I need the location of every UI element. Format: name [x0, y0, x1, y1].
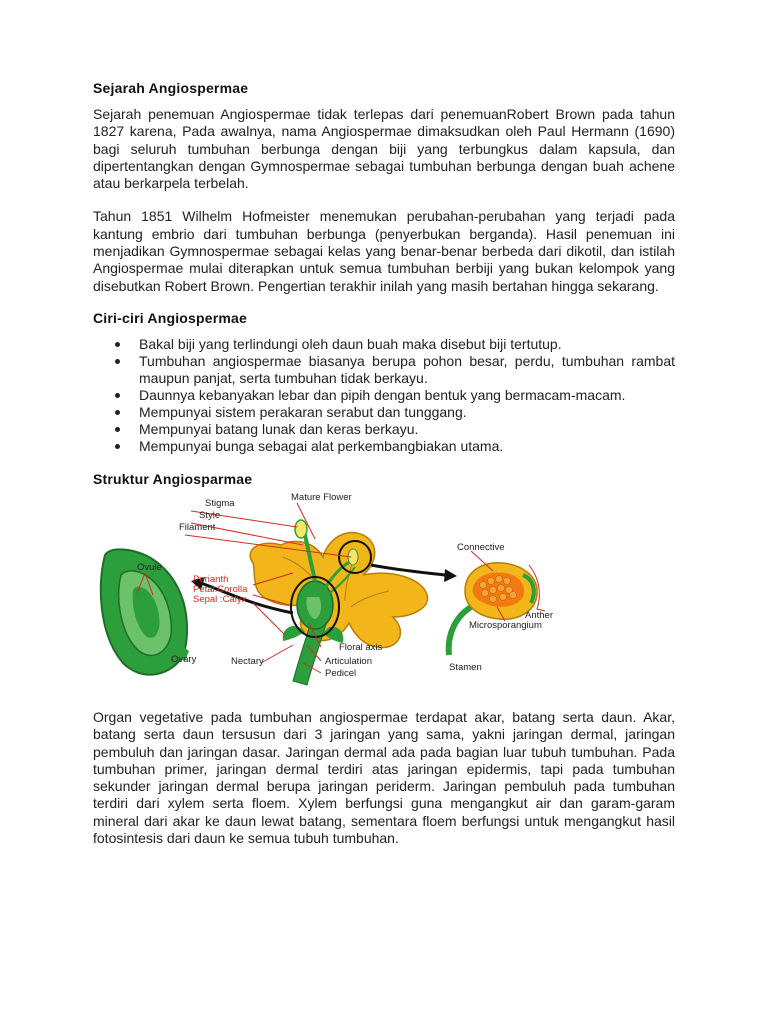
- list-item: Daunnya kebanyakan lebar dan pipih dengan bentuk yang bermacam-macam.: [93, 387, 675, 404]
- flower-structure-figure: [93, 491, 553, 695]
- label-stigma: Stigma: [205, 497, 235, 509]
- label-floral-axis: Floral axis: [339, 641, 383, 653]
- document-content: [93, 80, 675, 847]
- paragraph-sejarah-2: Tahun 1851 Wilhelm Hofmeister menemukan perubahan-perubahan yang terjadi pada kantung embrio dari tumbuhan berbunga (penyerbukan berganda). Hasil penemuan ini menjadikan Gymnospermae sebagai kelas yang benar-benar berbeda dari dikotil, dan istilah Angiospermae mulai diterapkan untuk semua tumbuhan berbiji yang bukan kelompok yang disebutkan Robert Brown. Pengertian terakhir inilah yang masih bertahan hingga sekarang.: [93, 208, 675, 294]
- paragraph-sejarah-1: Sejarah penemuan Angiospermae tidak terlepas dari penemuanRobert Brown pada tahun 1827 karena, Pada awalnya, nama Angiospermae dimaksudkan oleh Paul Hermann (1690) bagi seluruh tumbuhan berbunga dengan biji yang terbungkus dalam kapsula, dan dipertentangkan dengan Gymnospermae sebagai tumbuhan berbunga dengan buah achene atau berkarpela terbelah.: [93, 106, 675, 192]
- label-sepal: Sepal :Calyx: [193, 593, 247, 605]
- heading-ciri: Ciri-ciri Angiospermae: [93, 309, 248, 326]
- label-perianth: Perianth: [193, 573, 229, 585]
- label-connective: Connective: [457, 541, 505, 553]
- label-stamen: Stamen: [449, 661, 482, 673]
- list-item: Tumbuhan angiospermae biasanya berupa pohon besar, perdu, tumbuhan rambat maupun panjat, serta tumbuhan tidak berkayu.: [93, 353, 675, 387]
- bullet-icon: [115, 410, 120, 415]
- bullet-icon: [115, 342, 120, 347]
- list-item: Mempunyai batang lunak dan keras berkayu.: [93, 421, 675, 438]
- heading-struktur: Struktur Angiosparmae: [93, 470, 253, 487]
- heading-sejarah: Sejarah Angiospermae: [93, 80, 249, 96]
- list-item: Bakal biji yang terlindungi oleh daun buah maka disebut biji tertutup.: [93, 336, 675, 353]
- label-anther: Anther: [525, 609, 553, 621]
- list-item: Mempunyai bunga sebagai alat perkembangbiakan utama.: [93, 438, 675, 455]
- label-mature-flower: Mature Flower: [291, 491, 352, 503]
- list-item: Mempunyai sistem perakaran serabut dan tunggang.: [93, 404, 675, 421]
- label-filament: Filament: [179, 521, 216, 533]
- bullet-icon: [115, 393, 120, 398]
- bullet-icon: [115, 444, 120, 449]
- label-pedicel: Pedicel: [325, 667, 357, 679]
- bullet-icon: [115, 359, 120, 364]
- flower-diagram: [93, 491, 553, 695]
- bullet-icon: [115, 427, 120, 432]
- label-ovule: Ovule: [137, 561, 162, 573]
- label-articulation: Articulation: [325, 655, 372, 667]
- stamen-illustration: [449, 563, 545, 655]
- label-ovary: Ovary: [171, 653, 197, 665]
- label-microsporangium: Microsporangium: [469, 619, 542, 631]
- ciri-list: [93, 336, 675, 455]
- paragraph-struktur: Organ vegetative pada tumbuhan angiospermae terdapat akar, batang serta daun. Akar, batang serta daun tersusun dari 3 jaringan yang sama, yakni jaringan dermal, jaringan pembuluh dan jaringan dasar. Jaringan dermal ada pada bagian luar tubuh tumbuhan. Pada tumbuhan primer, jaringan dermal terdiri atas jaringan epidermis, tapi pada tumbuhan sekunder jaringan dermal berupa jaringan periderm. Jaringan pembuluh pada tumbuhan terdiri dari xylem serta floem. Xylem berfungsi guna mengangkut air dan garam-garam mineral dari akar ke daun lewat batang, sementara floem berfungsi untuk mengangkut hasil fotosintesis dari daun ke semua tubuh tumbuhan.: [93, 708, 675, 847]
- label-style: Style: [199, 509, 221, 521]
- label-nectary: Nectary: [231, 655, 264, 667]
- label-petal: Petal:Corolla: [193, 583, 248, 595]
